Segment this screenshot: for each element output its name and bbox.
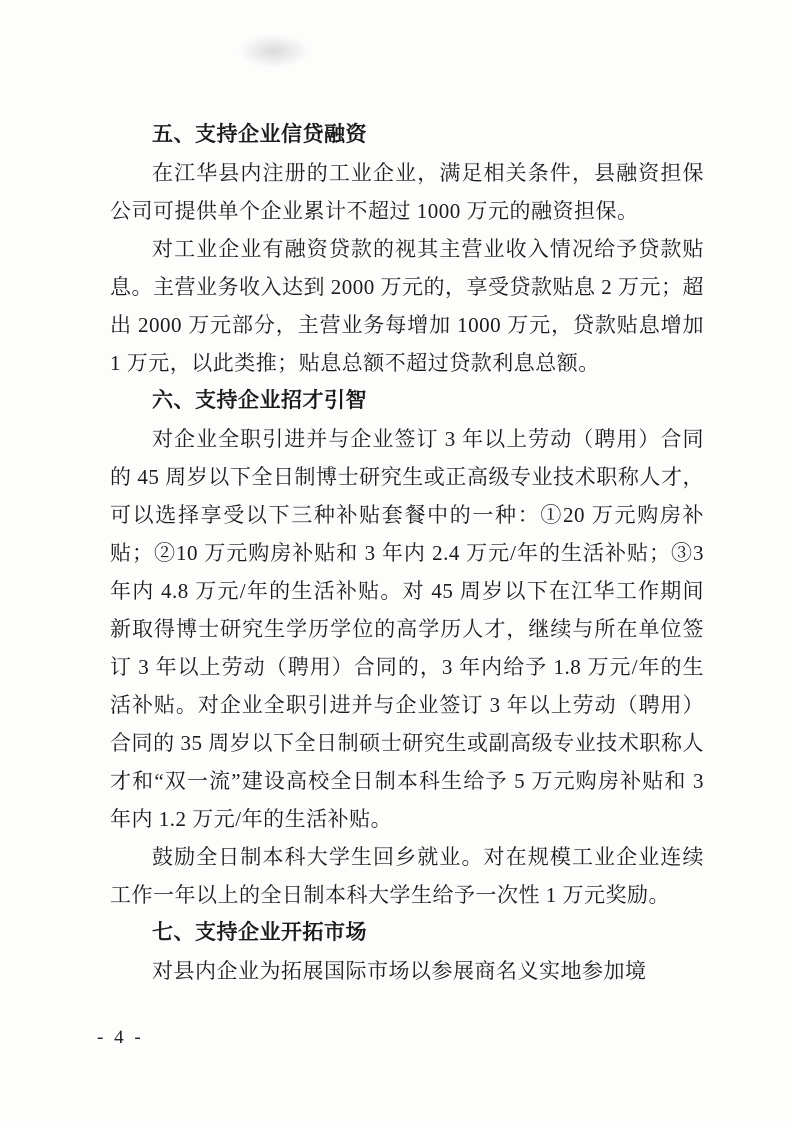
scan-artifact [238,34,310,68]
section-heading-5: 五、支持企业信贷融资 [152,123,367,146]
page-number: - 4 - [97,1027,144,1048]
section-heading-7: 七、支持企业开拓市场 [152,921,367,944]
section-heading-6: 六、支持企业招才引智 [152,389,367,412]
paragraph-financing-guarantee: 在江华县内注册的工业企业，满足相关条件，县融资担保公司可提供单个企业累计不超过 1000 万元的融资担保。 [110,161,704,223]
paragraph-graduate-reward: 鼓励全日制本科大学生回乡就业。对在规模工业企业连续工作一年以上的全日制本科大学生给予一次性 1 万元奖励。 [110,845,704,907]
paragraph-talent-subsidy: 对企业全职引进并与企业签订 3 年以上劳动（聘用）合同的 45 周岁以下全日制博士研究生或正高级专业技术职称人才，可以选择享受以下三种补贴套餐中的一种：①20 万元购房补贴；②10 万元购房补贴和 3 年内 2.4 万元/年的生活补贴；③3 年内 4.8 万元/年的生活补贴。对 45 周岁以下在江华工作期间新取得博士研究生学历学位的高学历人才，继续与所在单位签订 3 年以上劳动（聘用）合同的，3 年内给予 1.8 万元/年的生活补贴。对企业全职引进并与企业签订 3 年以上劳动（聘用）合同的 35 周岁以下全日制硕士研究生或副高级专业技术职称人才和“双一流”建设高校全日制本科生给予 5 万元购房补贴和 3 年内 1.2 万元/年的生活补贴。 [110,427,704,831]
paragraph-market-expansion: 对县内企业为拓展国际市场以参展商名义实地参加境 [152,959,647,983]
paragraph-loan-interest-subsidy: 对工业企业有融资贷款的视其主营业收入情况给予贷款贴息。主营业务收入达到 2000 万元的，享受贷款贴息 2 万元；超出 2000 万元部分，主营业务每增加 1000 万元，贷款贴息增加 1 万元，以此类推；贴息总额不超过贷款利息总额。 [110,237,704,375]
document-body [110,116,704,990]
